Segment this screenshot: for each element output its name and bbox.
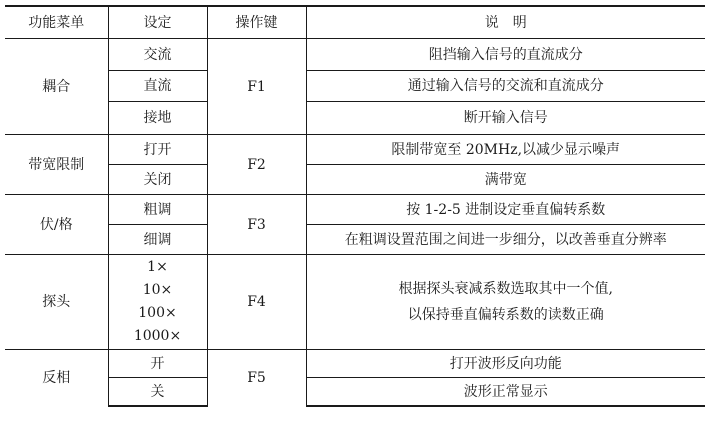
- table-row: [5, 71, 705, 102]
- description-line: 根据探头衰减系数选取其中一个值,: [398, 281, 613, 297]
- setting-cell: 开: [108, 350, 207, 378]
- table-row: [5, 39, 705, 71]
- description-cell: 满带宽: [306, 165, 705, 195]
- setting-cell: 交流: [108, 39, 207, 71]
- probe-option: 100×: [138, 305, 177, 321]
- setting-cell: 打开: [108, 135, 207, 165]
- menu-cell-bandwidth: 带宽限制: [5, 135, 108, 195]
- description-cell: 通过输入信号的交流和直流成分: [306, 71, 705, 102]
- table-row: [5, 102, 705, 135]
- key-cell-f5: F5: [207, 350, 306, 407]
- table-row: [5, 350, 705, 378]
- description-cell: 在粗调设置范围之间进一步细分，以改善垂直分辨率: [306, 225, 705, 255]
- header-description: 说 明: [306, 6, 705, 39]
- menu-cell-volts-div: 伏/格: [5, 195, 108, 255]
- setting-cell-probe-list: [108, 255, 207, 350]
- description-cell: 打开波形反向功能: [306, 350, 705, 378]
- description-cell: 按 1-2-5 进制设定垂直偏转系数: [306, 195, 705, 225]
- menu-cell-coupling: 耦合: [42, 78, 71, 95]
- probe-option: 1000×: [133, 328, 182, 344]
- description-cell: 断开输入信号: [306, 102, 705, 135]
- setting-cell: 细调: [108, 225, 207, 255]
- probe-option: 1×: [147, 259, 168, 275]
- table-row: [5, 225, 705, 255]
- setting-cell: 直流: [108, 71, 207, 102]
- key-cell-f1: F1: [207, 39, 306, 135]
- key-cell-f2: F2: [207, 135, 306, 195]
- key-cell-f3: F3: [207, 195, 306, 255]
- description-line: 以保持垂直偏转系数的读数正确: [407, 307, 604, 323]
- setting-cell: 关: [108, 378, 207, 407]
- table-row: [5, 165, 705, 195]
- menu-cell-probe: 探头: [5, 255, 108, 350]
- key-cell-f4: F4: [207, 255, 306, 350]
- header-setting: 设定: [108, 6, 207, 39]
- header-row: [5, 6, 705, 39]
- description-cell: 限制带宽至 20MHz,以减少显示噪声: [306, 135, 705, 165]
- table-row: [5, 378, 705, 407]
- function-menu-table: [5, 5, 705, 407]
- table-row: [5, 135, 705, 165]
- setting-cell: 粗调: [108, 195, 207, 225]
- header-key: 操作键: [207, 6, 306, 39]
- table-row: [5, 255, 705, 350]
- description-cell: 阻挡输入信号的直流成分: [306, 39, 705, 71]
- menu-cell-invert: 反相: [5, 350, 108, 407]
- description-cell: 波形正常显示: [306, 378, 705, 407]
- table-row: [5, 195, 705, 225]
- setting-cell: 接地: [108, 102, 207, 135]
- probe-option: 10×: [142, 282, 173, 298]
- description-cell-probe: [306, 255, 705, 350]
- header-menu: 功能菜单: [5, 6, 108, 39]
- setting-cell: 关闭: [108, 165, 207, 195]
